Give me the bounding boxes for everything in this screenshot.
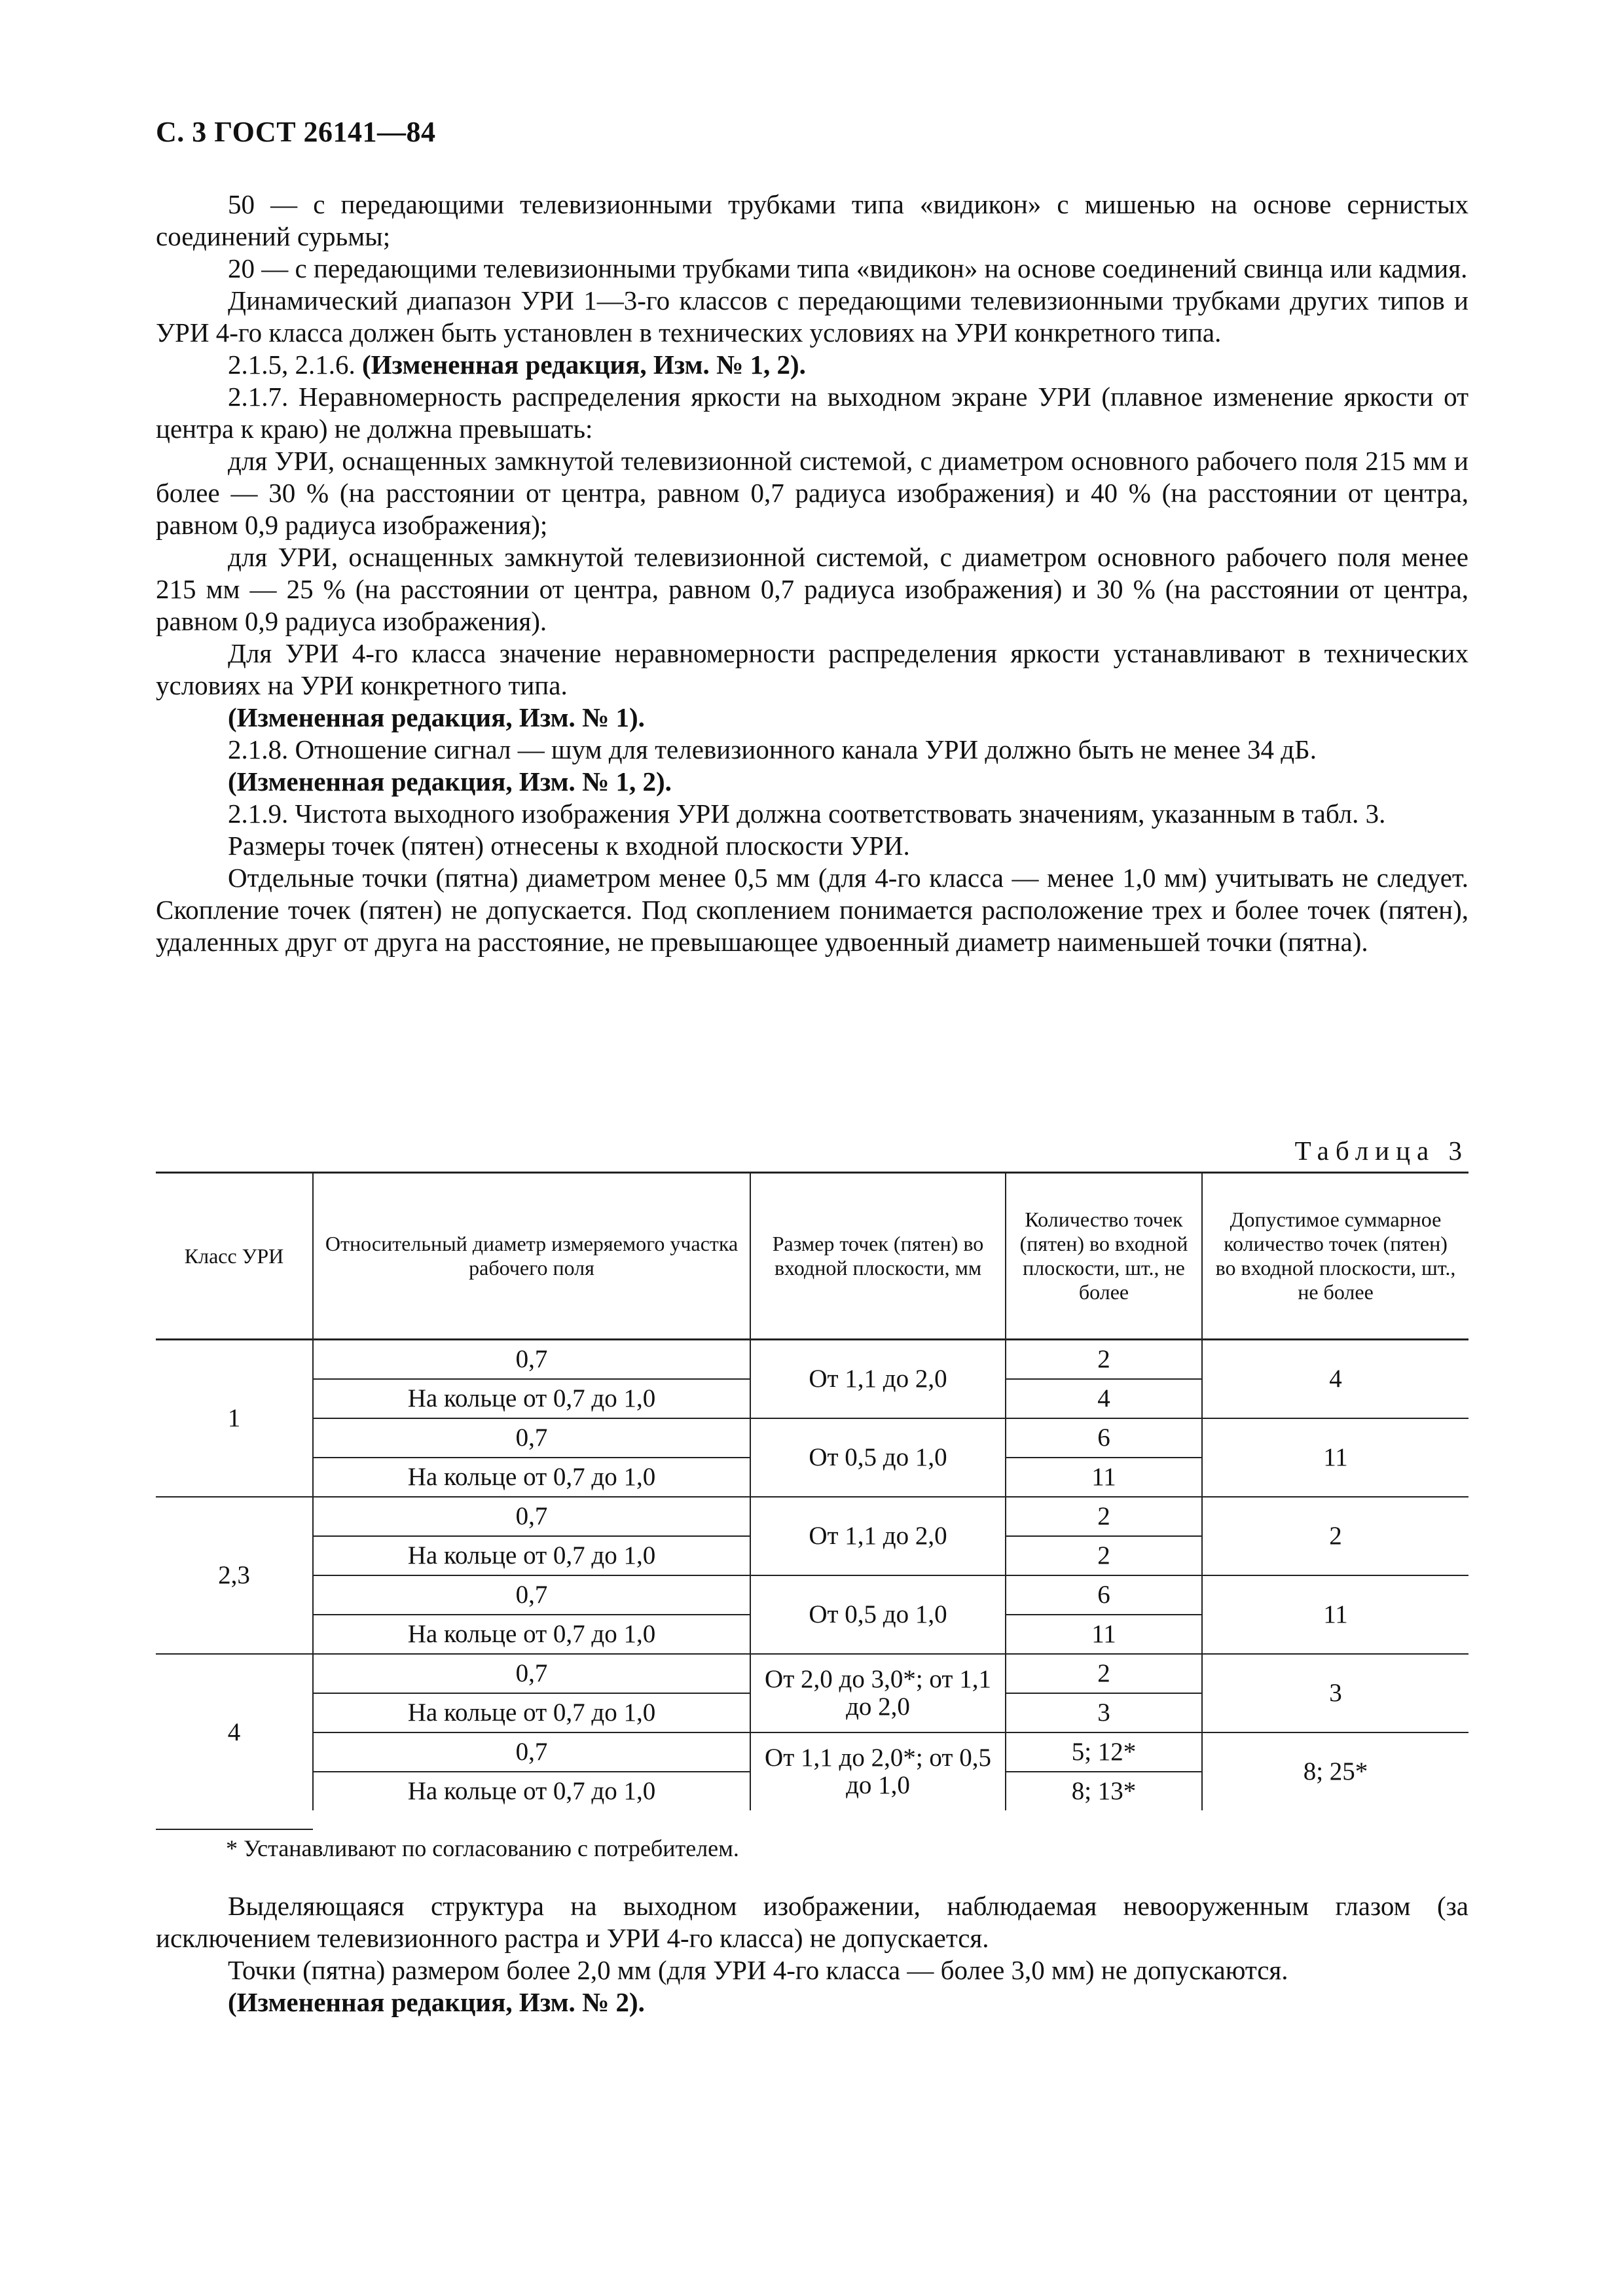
footnote-divider [156, 1829, 313, 1830]
cell-count: 5; 12* [1006, 1732, 1202, 1772]
amendment-note: (Измененная редакция, Изм. № 2). [228, 1987, 645, 2017]
cell-diameter: На кольце от 0,7 до 1,0 [313, 1536, 750, 1575]
footnote: * Устанавливают по согласованию с потребителем. [226, 1835, 739, 1861]
table-row [156, 1340, 1468, 1380]
paragraph: Выделяющаяся структура на выходном изображении, наблюдаемая невооруженным глазом (за исключением телевизионного растра и УРИ 4-го класса) не допускается. [156, 1891, 1468, 1953]
paragraph: 2.1.7. Неравномерность распределения яркости на выходном экране УРИ (плавное изменение яркости от центра к краю) не должна превышать: [156, 382, 1468, 444]
paragraph: 20 — с передающими телевизионными трубками типа «видикон» на основе соединений свинца или кадмия. [228, 253, 1468, 283]
amendment-note: (Измененная редакция, Изм. № 1). [228, 702, 645, 732]
paragraph: 2.1.8. Отношение сигнал — шум для телевизионного канала УРИ должно быть не менее 34 дБ. [228, 734, 1317, 764]
cell-count: 2 [1006, 1340, 1202, 1380]
table-row [156, 1418, 1468, 1458]
cell-total: 4 [1202, 1340, 1468, 1419]
cell-diameter: На кольце от 0,7 до 1,0 [313, 1693, 750, 1732]
table-row [156, 1654, 1468, 1693]
cell-count: 2 [1006, 1654, 1202, 1693]
after-text [156, 1890, 1468, 2018]
cell-total: 11 [1202, 1575, 1468, 1654]
table-row [156, 1732, 1468, 1772]
table-header-row [156, 1173, 1468, 1340]
cell-diameter: 0,7 [313, 1497, 750, 1536]
cell-diameter: 0,7 [313, 1340, 750, 1380]
table-row [156, 1575, 1468, 1615]
cell-count: 11 [1006, 1458, 1202, 1497]
cell-diameter: 0,7 [313, 1732, 750, 1772]
cell-size: От 0,5 до 1,0 [750, 1418, 1006, 1497]
cell-size: От 2,0 до 3,0*; от 1,1 до 2,0 [750, 1654, 1006, 1732]
paragraph: Для УРИ 4-го класса значение неравномерности распределения яркости устанавливают в технических условиях на УРИ конкретного типа. [156, 638, 1468, 700]
cell-class: 2,3 [156, 1497, 313, 1654]
paragraph [156, 349, 1468, 381]
cell-size: От 1,1 до 2,0*; от 0,5 до 1,0 [750, 1732, 1006, 1810]
cell-class: 4 [156, 1654, 313, 1810]
cell-count: 4 [1006, 1379, 1202, 1418]
cell-total: 3 [1202, 1654, 1468, 1732]
cell-size: От 0,5 до 1,0 [750, 1575, 1006, 1654]
table-row [156, 1497, 1468, 1536]
cell-total: 2 [1202, 1497, 1468, 1575]
cell-count: 6 [1006, 1418, 1202, 1458]
paragraph: Размеры точек (пятен) отнесены к входной плоскости УРИ. [228, 831, 910, 861]
paragraph: Динамический диапазон УРИ 1—3-го классов с передающими телевизионными трубками других типов и УРИ 4-го класса должен быть установлен в технических условиях на УРИ конкретного типа. [156, 285, 1468, 348]
cell-diameter: 0,7 [313, 1418, 750, 1458]
header-diameter: Относительный диаметр измеряемого участка рабочего поля [313, 1173, 750, 1340]
cell-count: 2 [1006, 1536, 1202, 1575]
amendment-note: (Измененная редакция, Изм. № 1, 2). [228, 766, 672, 797]
body-text [156, 188, 1468, 958]
cell-count: 8; 13* [1006, 1772, 1202, 1810]
table-body [156, 1340, 1468, 1811]
header-size: Размер точек (пятен) во входной плоскости, мм [750, 1173, 1006, 1340]
header-total: Допустимое суммарное количество точек (пятен) во входной плоскости, шт., не более [1202, 1173, 1468, 1340]
cell-size: От 1,1 до 2,0 [750, 1497, 1006, 1575]
cell-diameter: На кольце от 0,7 до 1,0 [313, 1615, 750, 1654]
cell-size: От 1,1 до 2,0 [750, 1340, 1006, 1419]
cell-class: 1 [156, 1340, 313, 1498]
cell-diameter: 0,7 [313, 1654, 750, 1693]
table-caption: Таблица 3 [1294, 1136, 1468, 1166]
cell-total: 8; 25* [1202, 1732, 1468, 1810]
cell-diameter: На кольце от 0,7 до 1,0 [313, 1458, 750, 1497]
cell-total: 11 [1202, 1418, 1468, 1497]
cell-diameter: На кольце от 0,7 до 1,0 [313, 1379, 750, 1418]
paragraph: для УРИ, оснащенных замкнутой телевизионной системой, с диаметром основного рабочего поля менее 215 мм — 25 % (на расстоянии от центра, равном 0,7 радиуса изображения) и 30 % (на расстоянии от центра, равном 0,9 радиуса изображения). [156, 542, 1468, 636]
paragraph: Отдельные точки (пятна) диаметром менее 0,5 мм (для 4-го класса — менее 1,0 мм) учитывать не следует. Скопление точек (пятен) не допускается. Под скоплением понимается расположение трех и более точек (пятен), удаленных друг от друга на расстояние, не превышающее удвоенный диаметр наименьшей точки (пятна). [156, 863, 1468, 957]
paragraph: 50 — с передающими телевизионными трубками типа «видикон» с мишенью на основе сернистых соединений сурьмы; [156, 189, 1468, 251]
header-count: Количество точек (пятен) во входной плоскости, шт., не более [1006, 1173, 1202, 1340]
amendment-note: (Измененная редакция, Изм. № 1, 2). [362, 350, 806, 380]
paragraph: 2.1.9. Чистота выходного изображения УРИ должна соответствовать значениям, указанным в табл. 3. [228, 798, 1386, 829]
paragraph: Точки (пятна) размером более 2,0 мм (для УРИ 4-го класса — более 3,0 мм) не допускаются. [228, 1955, 1288, 1985]
cell-diameter: На кольце от 0,7 до 1,0 [313, 1772, 750, 1810]
cell-count: 2 [1006, 1497, 1202, 1536]
clause-number: 2.1.5, 2.1.6. [228, 350, 356, 380]
paragraph: для УРИ, оснащенных замкнутой телевизионной системой, с диаметром основного рабочего поля 215 мм и более — 30 % (на расстоянии от центра, равном 0,7 радиуса изображения) и 40 % (на расстоянии от центра, равном 0,9 радиуса изображения); [156, 446, 1468, 540]
cell-count: 6 [1006, 1575, 1202, 1615]
cell-count: 11 [1006, 1615, 1202, 1654]
header-class: Класс УРИ [156, 1173, 313, 1340]
page-header: С. 3 ГОСТ 26141—84 [156, 116, 436, 148]
cell-diameter: 0,7 [313, 1575, 750, 1615]
cell-count: 3 [1006, 1693, 1202, 1732]
table-3 [156, 1172, 1468, 1810]
